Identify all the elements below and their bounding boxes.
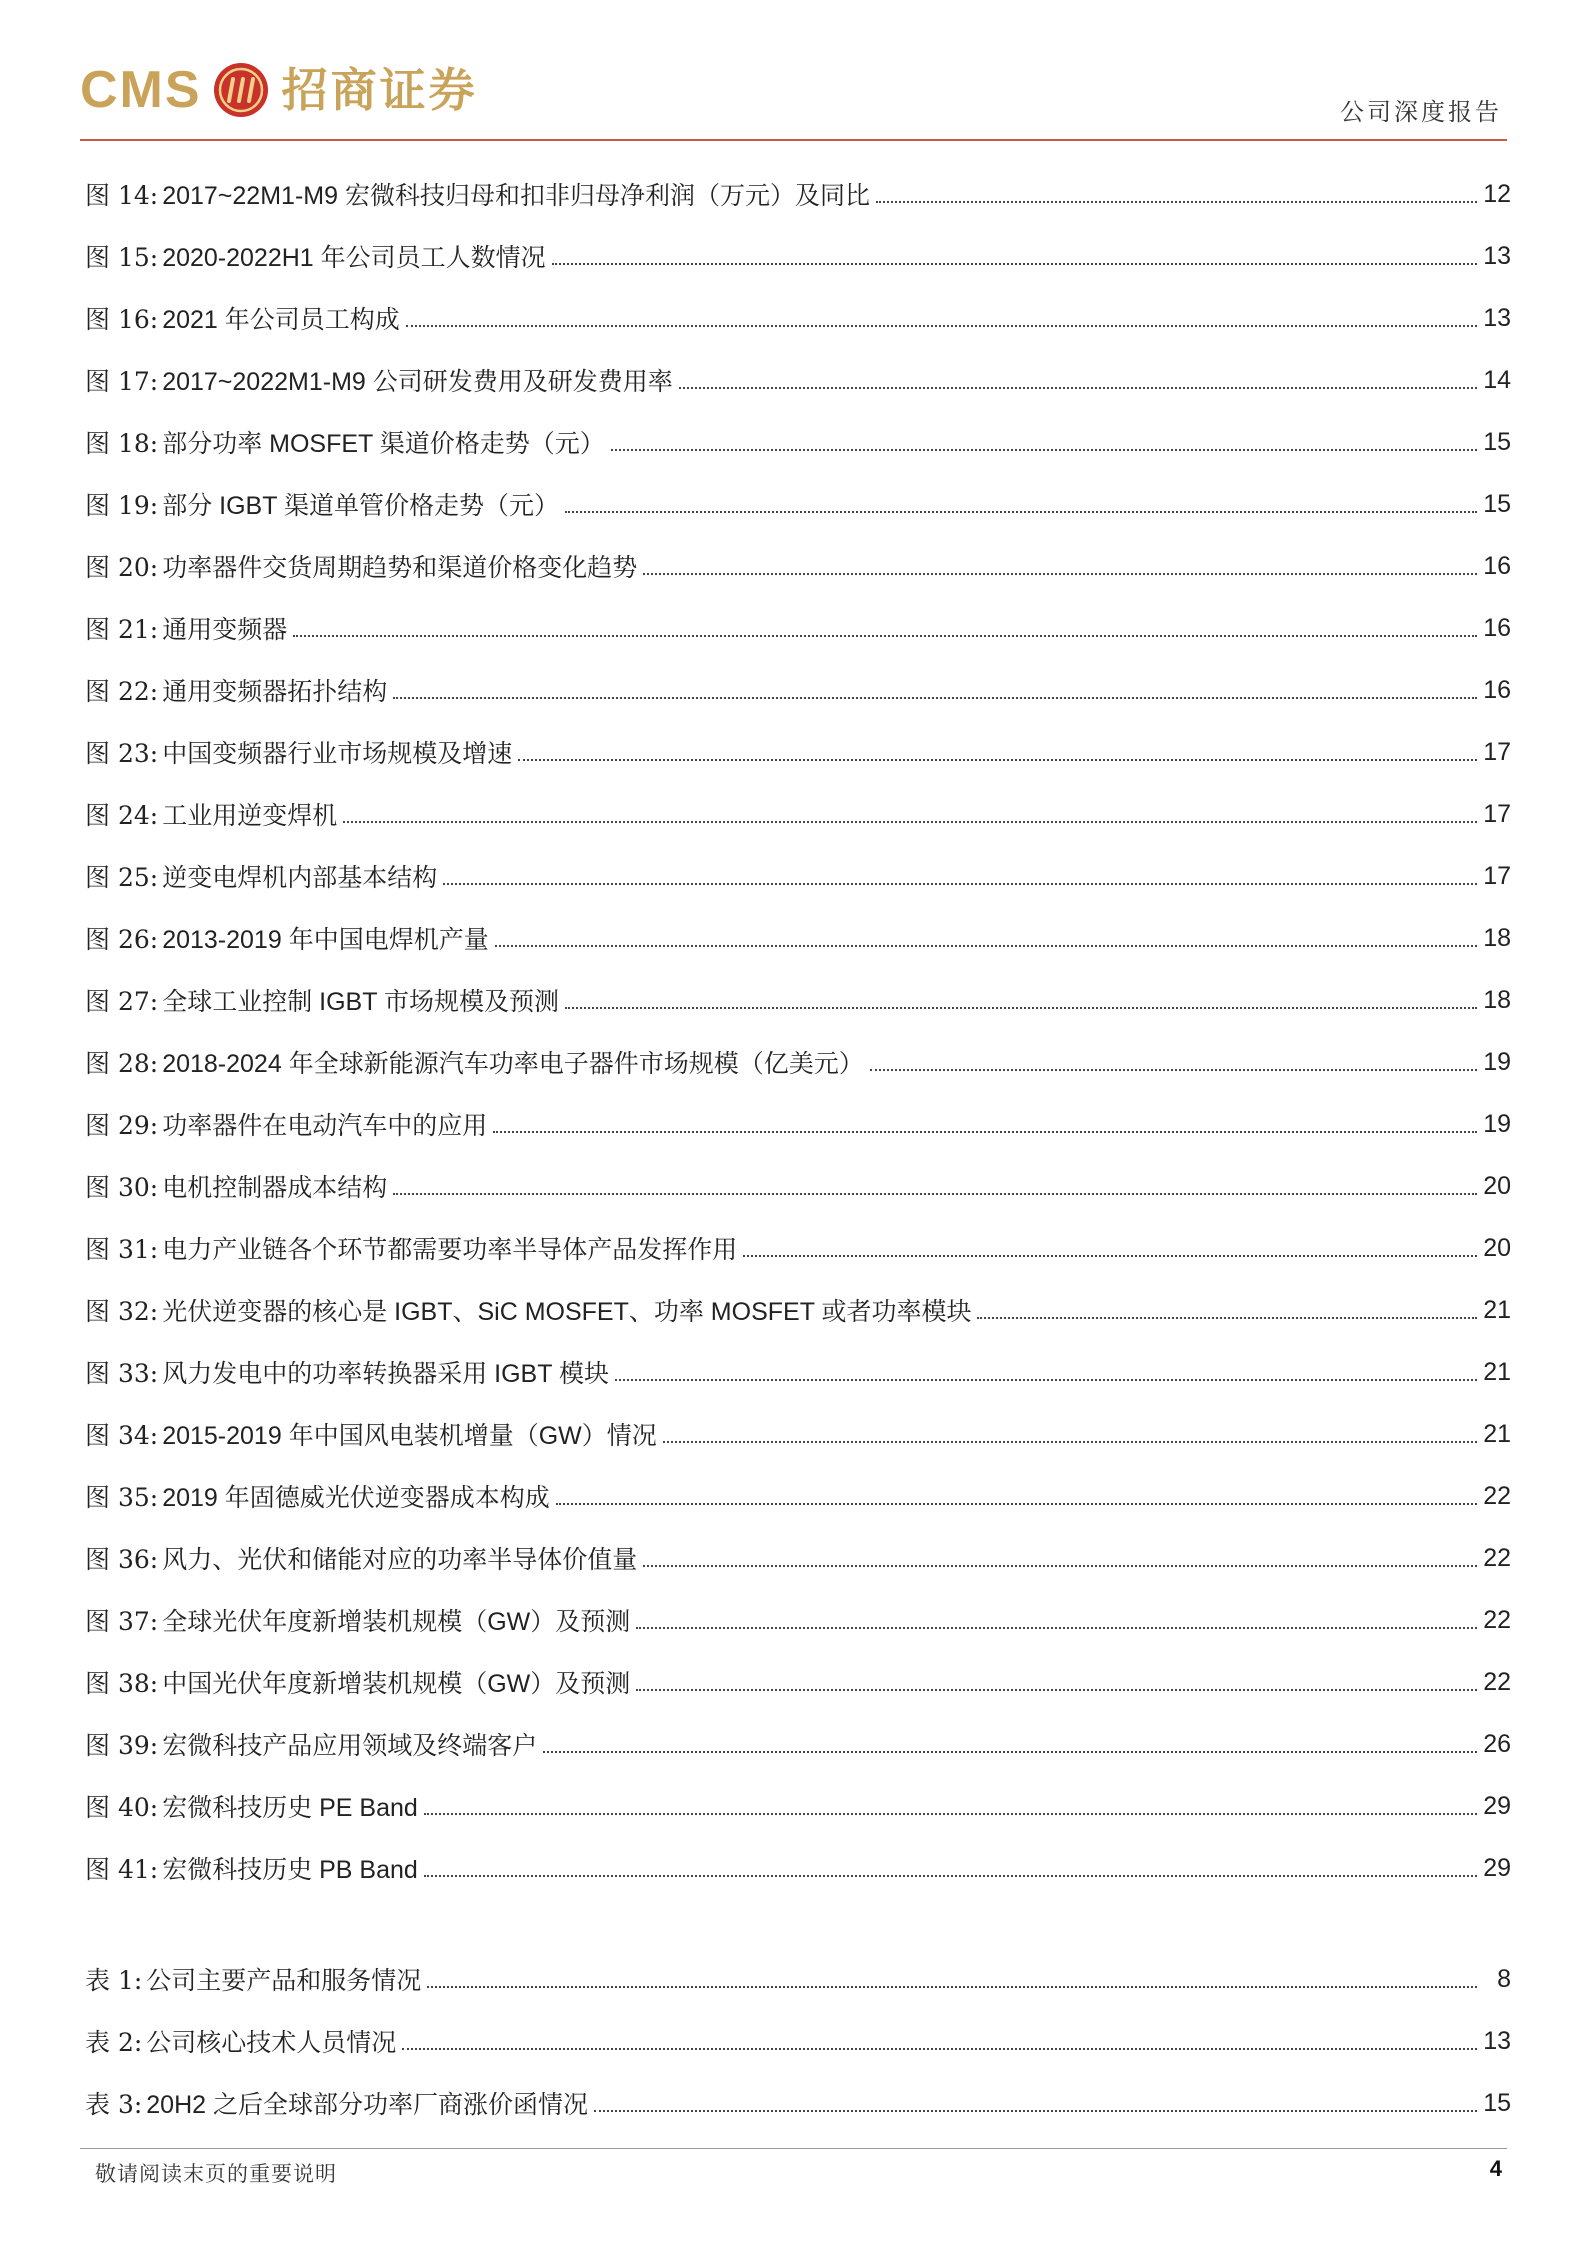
toc-entry-page[interactable]: 18: [1483, 985, 1511, 1014]
toc-entry-page[interactable]: 20: [1483, 1171, 1511, 1200]
dot-leader: [636, 1627, 1477, 1629]
toc-entry-label: 表 3:: [85, 2090, 143, 2119]
figure-toc-row[interactable]: [85, 783, 1511, 845]
table-toc-row[interactable]: [85, 1948, 1511, 2010]
dot-leader: [393, 697, 1477, 699]
toc-entry-label: 图 19:: [85, 491, 159, 520]
toc-entry-page[interactable]: 21: [1483, 1357, 1511, 1386]
toc-entry-page[interactable]: 16: [1483, 675, 1511, 704]
toc-entry-title[interactable]: 2019 年固德威光伏逆变器成本构成: [162, 1484, 550, 1512]
page-number: 4: [1489, 2156, 1502, 2181]
toc-entry-title[interactable]: 中国光伏年度新增装机规模（GW）及预测: [162, 1670, 631, 1698]
figure-index-list: [85, 163, 1511, 1899]
figure-toc-row[interactable]: [85, 1527, 1511, 1589]
toc-entry-label: 图 40:: [85, 1793, 159, 1822]
dot-leader: [406, 325, 1477, 327]
dot-leader: [424, 1813, 1477, 1815]
dot-leader: [293, 635, 1477, 637]
toc-entry-label: 图 26:: [85, 925, 159, 954]
figure-toc-row[interactable]: [85, 597, 1511, 659]
toc-entry-title[interactable]: 2015-2019 年中国风电装机增量（GW）情况: [162, 1422, 657, 1450]
logo-latin-text: CMS: [80, 61, 202, 119]
dot-leader: [424, 1875, 1477, 1877]
toc-entry-label: 表 2:: [85, 2028, 143, 2057]
footer-divider: [80, 2148, 1507, 2149]
dot-leader: [643, 573, 1477, 575]
figure-toc-row[interactable]: [85, 473, 1511, 535]
toc-entry-page[interactable]: 22: [1483, 1481, 1511, 1510]
dot-leader: [977, 1317, 1477, 1319]
dot-leader: [543, 1751, 1477, 1753]
toc-entry-page[interactable]: 16: [1483, 613, 1511, 642]
toc-entry-title[interactable]: 宏微科技产品应用领域及终端客户: [162, 1732, 538, 1760]
figure-toc-row[interactable]: [85, 907, 1511, 969]
toc-entry-page[interactable]: 26: [1483, 1729, 1511, 1758]
toc-entry-title[interactable]: 部分 IGBT 渠道单管价格走势（元）: [162, 492, 559, 520]
toc-entry-title[interactable]: 电机控制器成本结构: [162, 1174, 388, 1202]
logo-chinese-text: 招商证券: [281, 63, 478, 117]
toc-entry-page[interactable]: 15: [1483, 427, 1511, 456]
toc-entry-label: 图 34:: [85, 1421, 159, 1450]
dot-leader: [427, 1986, 1477, 1988]
toc-entry-page[interactable]: 22: [1483, 1543, 1511, 1572]
dot-leader: [743, 1255, 1477, 1257]
figure-toc-row[interactable]: [85, 411, 1511, 473]
toc-entry-title[interactable]: 2020-2022H1 年公司员工人数情况: [162, 244, 546, 272]
toc-entry-label: 图 35:: [85, 1483, 159, 1512]
toc-entry-title[interactable]: 全球光伏年度新增装机规模（GW）及预测: [162, 1608, 631, 1636]
toc-entry-page[interactable]: 12: [1483, 179, 1511, 208]
toc-entry-title[interactable]: 功率器件交货周期趋势和渠道价格变化趋势: [162, 554, 638, 582]
toc-entry-title[interactable]: 风力、光伏和储能对应的功率半导体价值量: [162, 1546, 638, 1574]
toc-entry-page[interactable]: 29: [1483, 1853, 1511, 1882]
toc-entry-title[interactable]: 宏微科技历史 PB Band: [162, 1856, 418, 1884]
dot-leader: [565, 1007, 1477, 1009]
toc-entry-label: 图 23:: [85, 739, 159, 768]
toc-entry-page[interactable]: 17: [1483, 799, 1511, 828]
dot-leader: [552, 263, 1477, 265]
figure-toc-row[interactable]: [85, 1651, 1511, 1713]
dot-leader: [643, 1565, 1477, 1567]
figure-toc-row[interactable]: [85, 225, 1511, 287]
toc-entry-label: 图 27:: [85, 987, 159, 1016]
toc-entry-title[interactable]: 宏微科技历史 PE Band: [162, 1794, 418, 1822]
toc-entry-page[interactable]: 17: [1483, 737, 1511, 766]
toc-entry-label: 图 32:: [85, 1297, 159, 1326]
toc-entry-title[interactable]: 风力发电中的功率转换器采用 IGBT 模块: [162, 1360, 609, 1388]
toc-entry-title[interactable]: 工业用逆变焊机: [162, 802, 338, 830]
dot-leader: [679, 387, 1477, 389]
toc-entry-title[interactable]: 部分功率 MOSFET 渠道价格走势（元）: [162, 430, 605, 458]
toc-entry-title[interactable]: 电力产业链各个环节都需要功率半导体产品发挥作用: [162, 1236, 738, 1264]
dot-leader: [615, 1379, 1477, 1381]
toc-entry-title[interactable]: 2017~2022M1-M9 公司研发费用及研发费用率: [162, 368, 673, 396]
toc-entry-label: 图 38:: [85, 1669, 159, 1698]
dot-leader: [594, 2110, 1477, 2112]
toc-entry-page[interactable]: 19: [1483, 1047, 1511, 1076]
toc-entry-title[interactable]: 公司核心技术人员情况: [146, 2029, 397, 2057]
header-divider: [80, 139, 1507, 141]
toc-entry-label: 图 29:: [85, 1111, 159, 1140]
toc-entry-page[interactable]: 22: [1483, 1605, 1511, 1634]
figure-toc-row[interactable]: [85, 969, 1511, 1031]
figure-toc-row[interactable]: [85, 1341, 1511, 1403]
toc-entry-title[interactable]: 全球工业控制 IGBT 市场规模及预测: [162, 988, 559, 1016]
dot-leader: [565, 511, 1477, 513]
figure-toc-row[interactable]: [85, 1837, 1511, 1899]
toc-entry-title[interactable]: 2013-2019 年中国电焊机产量: [162, 926, 489, 954]
toc-entry-label: 图 31:: [85, 1235, 159, 1264]
figure-toc-row[interactable]: [85, 349, 1511, 411]
toc-entry-page[interactable]: 18: [1483, 923, 1511, 952]
toc-entry-page[interactable]: 20: [1483, 1233, 1511, 1262]
toc-entry-label: 图 17:: [85, 367, 159, 396]
dot-leader: [495, 945, 1477, 947]
toc-entry-title[interactable]: 公司主要产品和服务情况: [146, 1967, 422, 1995]
toc-entry-page[interactable]: 16: [1483, 551, 1511, 580]
toc-entry-label: 图 33:: [85, 1359, 159, 1388]
toc-entry-page[interactable]: 13: [1483, 2026, 1511, 2055]
toc-entry-label: 图 30:: [85, 1173, 159, 1202]
dot-leader: [393, 1193, 1477, 1195]
report-type-label: 公司深度报告: [1340, 98, 1502, 126]
toc-entry-title[interactable]: 光伏逆变器的核心是 IGBT、SiC MOSFET、功率 MOSFET 或者功率模块: [162, 1298, 972, 1326]
disclaimer-note: 敬请阅读末页的重要说明: [95, 2162, 337, 2186]
toc-entry-page[interactable]: 13: [1483, 303, 1511, 332]
figure-toc-row[interactable]: [85, 163, 1511, 225]
toc-entry-label: 图 18:: [85, 429, 159, 458]
figure-toc-row[interactable]: [85, 1279, 1511, 1341]
toc-entry-label: 表 1:: [85, 1966, 143, 1995]
dot-leader: [663, 1441, 1477, 1443]
dot-leader: [611, 449, 1477, 451]
toc-entry-page[interactable]: 15: [1483, 489, 1511, 518]
figure-toc-row[interactable]: [85, 535, 1511, 597]
toc-entry-label: 图 37:: [85, 1607, 159, 1636]
toc-entry-title[interactable]: 中国变频器行业市场规模及增速: [162, 740, 513, 768]
dot-leader: [443, 883, 1477, 885]
figure-toc-row[interactable]: [85, 1155, 1511, 1217]
figure-toc-row[interactable]: [85, 1031, 1511, 1093]
toc-entry-label: 图 21:: [85, 615, 159, 644]
toc-entry-label: 图 15:: [85, 243, 159, 272]
toc-entry-label: 图 24:: [85, 801, 159, 830]
toc-entry-label: 图 25:: [85, 863, 159, 892]
toc-entry-title[interactable]: 逆变电焊机内部基本结构: [162, 864, 438, 892]
toc-entry-label: 图 14:: [85, 181, 159, 210]
toc-entry-label: 图 16:: [85, 305, 159, 334]
logo-badge-icon: [212, 61, 270, 119]
table-index-list: [85, 1948, 1511, 2134]
toc-entry-page[interactable]: 13: [1483, 241, 1511, 270]
dot-leader: [870, 1069, 1477, 1071]
figure-toc-row[interactable]: [85, 1713, 1511, 1775]
dot-leader: [402, 2048, 1477, 2050]
dot-leader: [343, 821, 1477, 823]
toc-entry-title[interactable]: 通用变频器拓扑结构: [162, 678, 388, 706]
toc-entry-page[interactable]: 21: [1483, 1419, 1511, 1448]
toc-entry-page[interactable]: 21: [1483, 1295, 1511, 1324]
dot-leader: [636, 1689, 1477, 1691]
toc-entry-label: 图 41:: [85, 1855, 159, 1884]
toc-entry-label: 图 39:: [85, 1731, 159, 1760]
toc-entry-page[interactable]: 14: [1483, 365, 1511, 394]
toc-entry-title[interactable]: 通用变频器: [162, 616, 288, 644]
dot-leader: [876, 201, 1477, 203]
toc-entry-title[interactable]: 20H2 之后全球部分功率厂商涨价函情况: [146, 2091, 588, 2119]
figure-toc-row[interactable]: [85, 1465, 1511, 1527]
figure-toc-row[interactable]: [85, 287, 1511, 349]
figure-toc-row[interactable]: [85, 721, 1511, 783]
toc-entry-page[interactable]: 17: [1483, 861, 1511, 890]
table-toc-row[interactable]: [85, 2010, 1511, 2072]
toc-entry-page[interactable]: 29: [1483, 1791, 1511, 1820]
figure-toc-row[interactable]: [85, 659, 1511, 721]
toc-entry-title[interactable]: 功率器件在电动汽车中的应用: [162, 1112, 488, 1140]
toc-entry-page[interactable]: 8: [1497, 1964, 1511, 1993]
dot-leader: [556, 1503, 1477, 1505]
toc-entry-label: 图 22:: [85, 677, 159, 706]
figure-toc-row[interactable]: [85, 1093, 1511, 1155]
figure-toc-row[interactable]: [85, 845, 1511, 907]
figure-toc-row[interactable]: [85, 1403, 1511, 1465]
toc-entry-label: 图 36:: [85, 1545, 159, 1574]
figure-toc-row[interactable]: [85, 1775, 1511, 1837]
toc-entry-label: 图 28:: [85, 1049, 159, 1078]
toc-entry-label: 图 20:: [85, 553, 159, 582]
toc-entry-title[interactable]: 2017~22M1-M9 宏微科技归母和扣非归母净利润（万元）及同比: [162, 182, 870, 210]
toc-entry-page[interactable]: 15: [1483, 2088, 1511, 2117]
figure-toc-row[interactable]: [85, 1589, 1511, 1651]
figure-toc-row[interactable]: [85, 1217, 1511, 1279]
dot-leader: [493, 1131, 1477, 1133]
company-logo: [80, 52, 478, 128]
dot-leader: [518, 759, 1477, 761]
table-toc-row[interactable]: [85, 2072, 1511, 2134]
toc-entry-title[interactable]: 2018-2024 年全球新能源汽车功率电子器件市场规模（亿美元）: [162, 1050, 864, 1078]
toc-entry-title[interactable]: 2021 年公司员工构成: [162, 306, 400, 334]
toc-entry-page[interactable]: 19: [1483, 1109, 1511, 1138]
toc-entry-page[interactable]: 22: [1483, 1667, 1511, 1696]
